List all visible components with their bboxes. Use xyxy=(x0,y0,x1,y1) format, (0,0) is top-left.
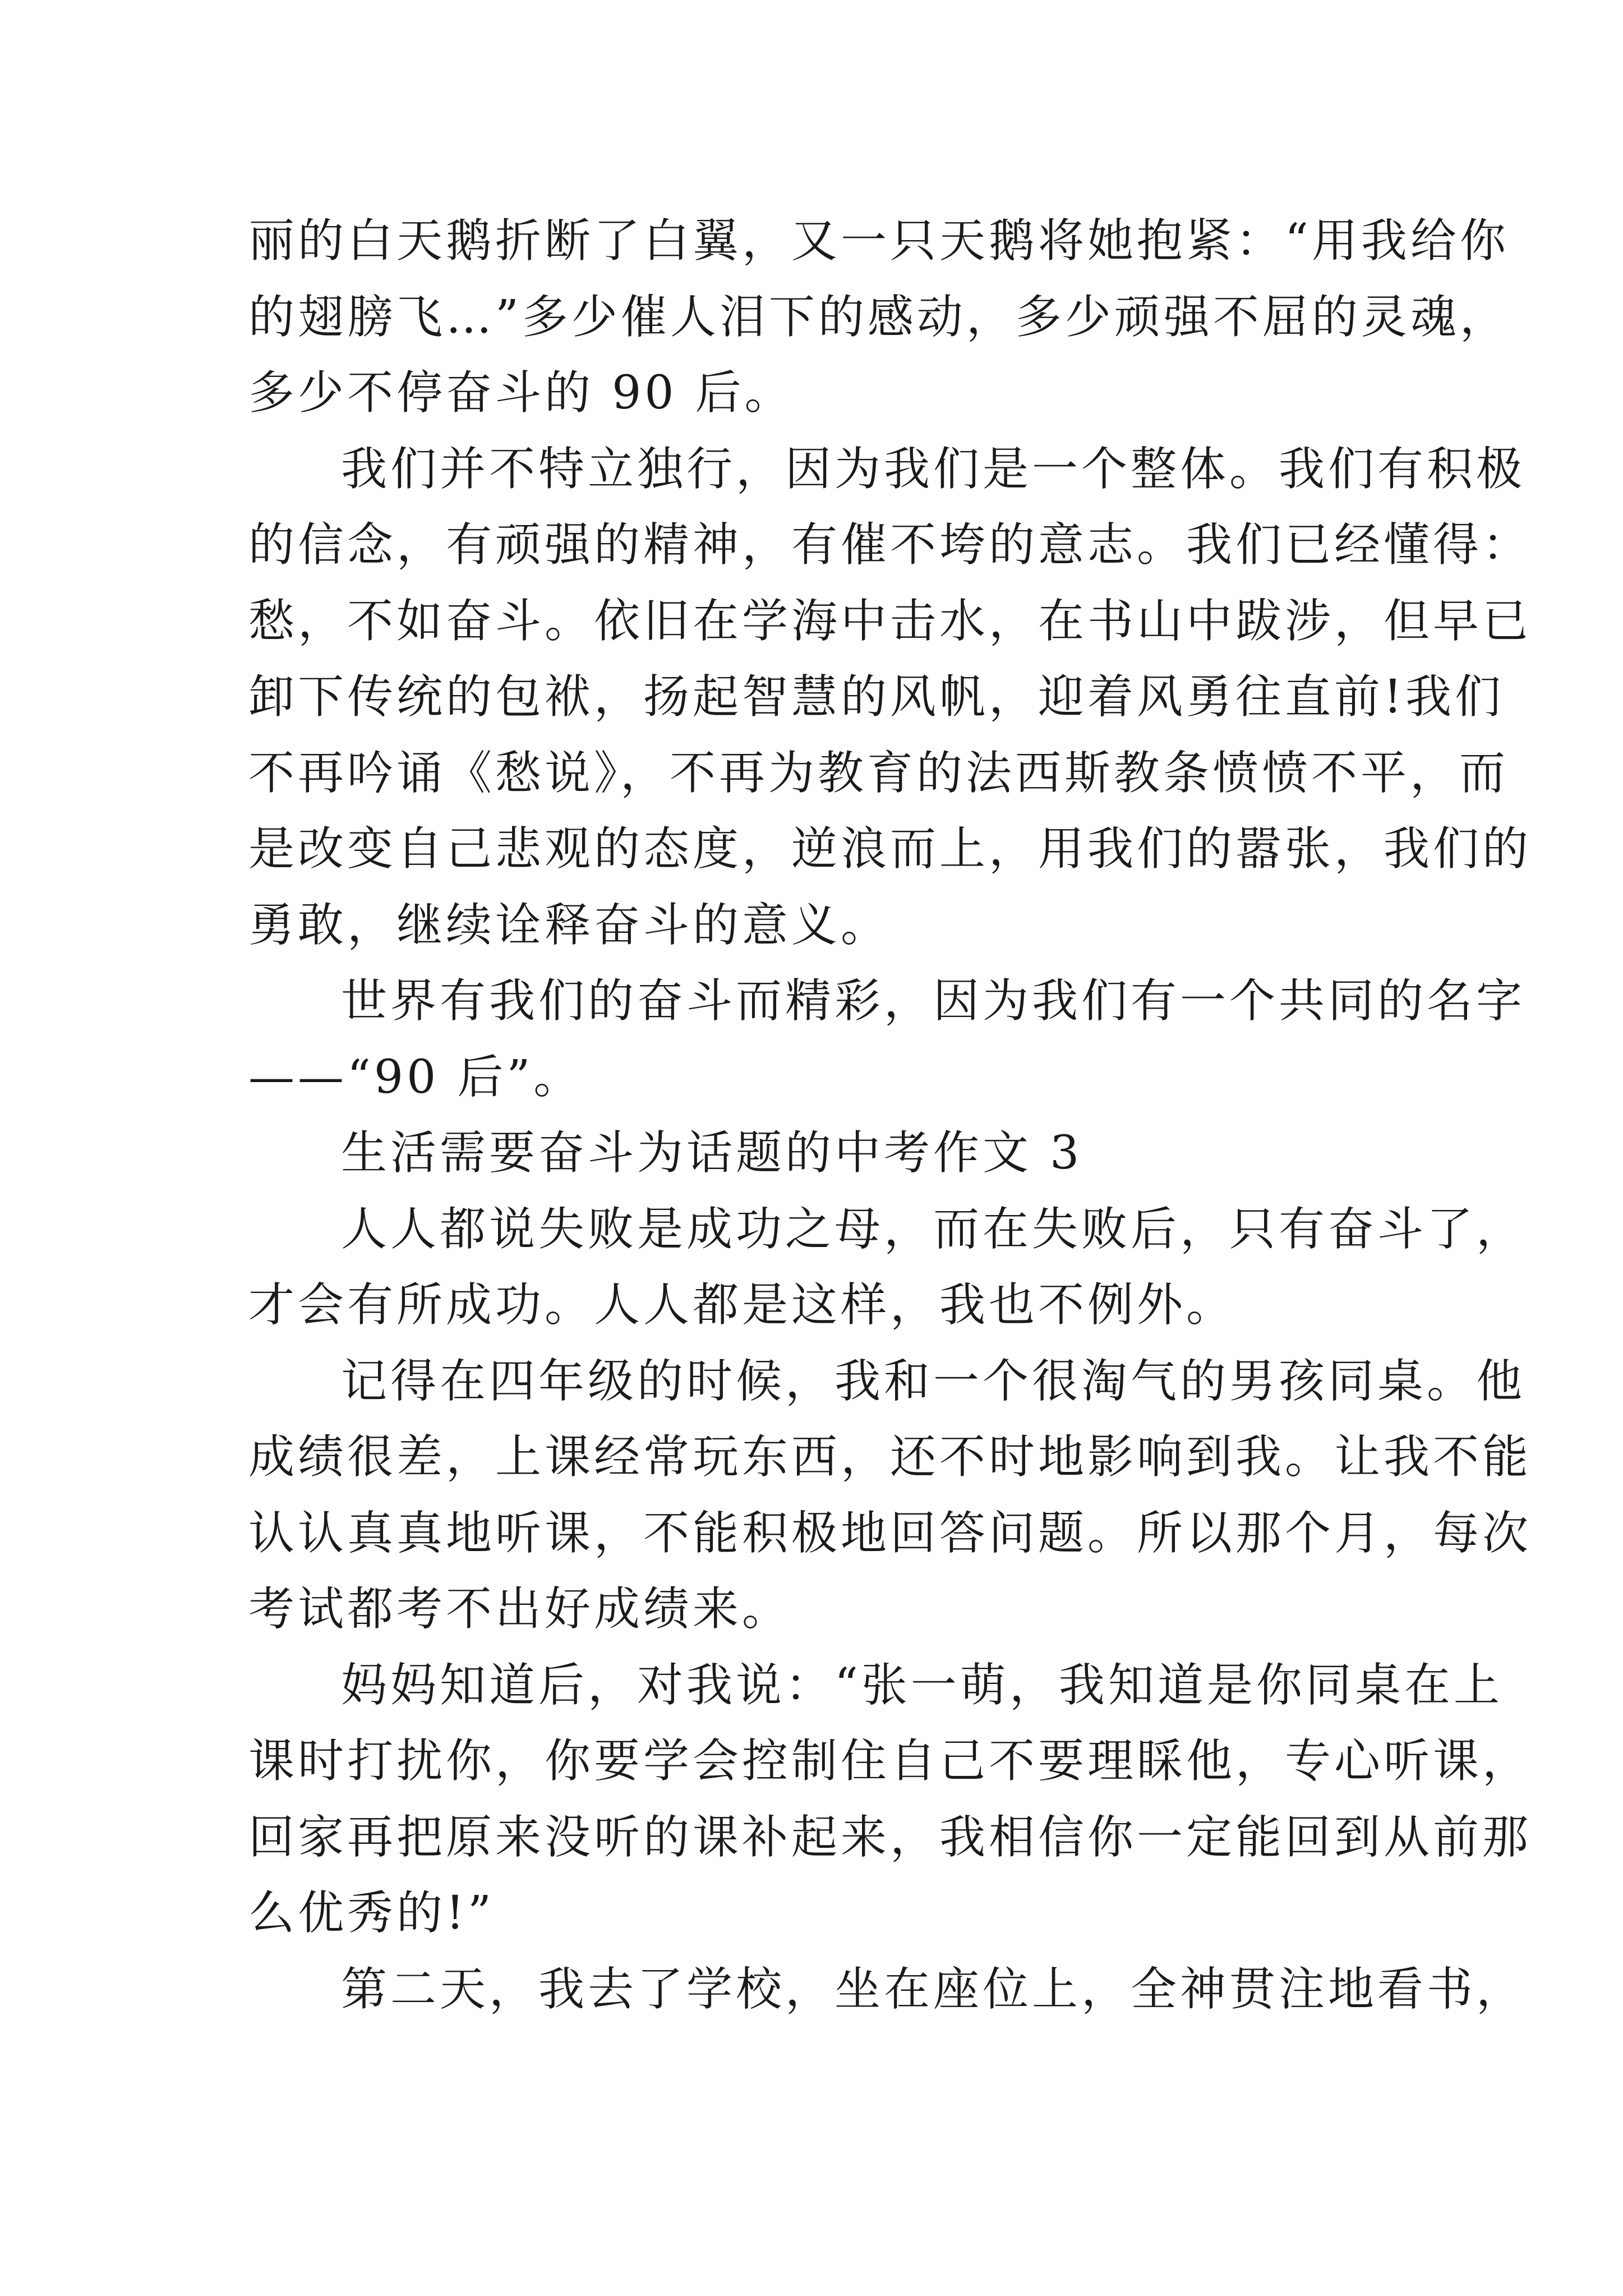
text-line: 成绩很差，上课经常玩东西，还不时地影响到我。让我不能 xyxy=(248,1430,1532,1484)
text-line: 的信念，有顽强的精神，有催不垮的意志。我们已经懂得： xyxy=(248,518,1532,572)
text-line: 的翅膀飞…”多少催人泪下的感动，多少顽强不屈的灵魂， xyxy=(248,291,1509,344)
text-line: 才会有所成功。人人都是这样，我也不例外。 xyxy=(248,1278,1236,1332)
text-line: 不再吟诵《愁说》，不再为教育的法西斯教条愤愤不平，而 xyxy=(248,747,1509,800)
text-line: ——“90 后”。 xyxy=(248,1051,583,1104)
text-line: 丽的白天鹅折断了白翼，又一只天鹅将她抱紧：“用我给你 xyxy=(248,214,1509,268)
text-line: 多少不停奋斗的 90 后。 xyxy=(248,366,794,420)
text-line: 课时打扰你，你要学会控制住自己不要理睬他，专心听课， xyxy=(248,1734,1532,1788)
paragraph-first-line: 人人都说失败是成功之母，而在失败后，只有奋斗了， xyxy=(341,1203,1526,1256)
paragraph-first-line: 我们并不特立独行，因为我们是一个整体。我们有积极 xyxy=(341,443,1526,496)
text-line: 认认真真地听课，不能积极地回答问题。所以那个月，每次 xyxy=(248,1507,1532,1560)
paragraph-first-line: 世界有我们的奋斗而精彩，因为我们有一个共同的名字 xyxy=(341,974,1526,1028)
text-line: 卸下传统的包袱，扬起智慧的风帆，迎着风勇往直前!我们 xyxy=(248,670,1504,724)
paragraph-first-line: 记得在四年级的时候，我和一个很淘气的男孩同桌。他 xyxy=(341,1355,1526,1408)
text-line: 考试都考不出好成绩来。 xyxy=(248,1582,792,1636)
text-line: 是改变自己悲观的态度，逆浪而上，用我们的嚣张，我们的 xyxy=(248,822,1532,876)
text-line: 愁，不如奋斗。依旧在学海中击水，在书山中跋涉，但早已 xyxy=(248,595,1532,648)
section-heading: 生活需要奋斗为话题的中考作文 3 xyxy=(341,1126,1083,1180)
text-line: 勇敢，继续诠释奋斗的意义。 xyxy=(248,899,891,952)
paragraph-first-line: 妈妈知道后，对我说：“张一萌，我知道是你同桌在上 xyxy=(341,1659,1503,1712)
text-line: 么优秀的!” xyxy=(248,1887,495,1940)
paragraph-first-line: 第二天，我去了学校，坐在座位上，全神贯注地看书， xyxy=(341,1963,1526,2016)
text-line: 回家再把原来没听的课补起来，我相信你一定能回到从前那 xyxy=(248,1811,1532,1864)
